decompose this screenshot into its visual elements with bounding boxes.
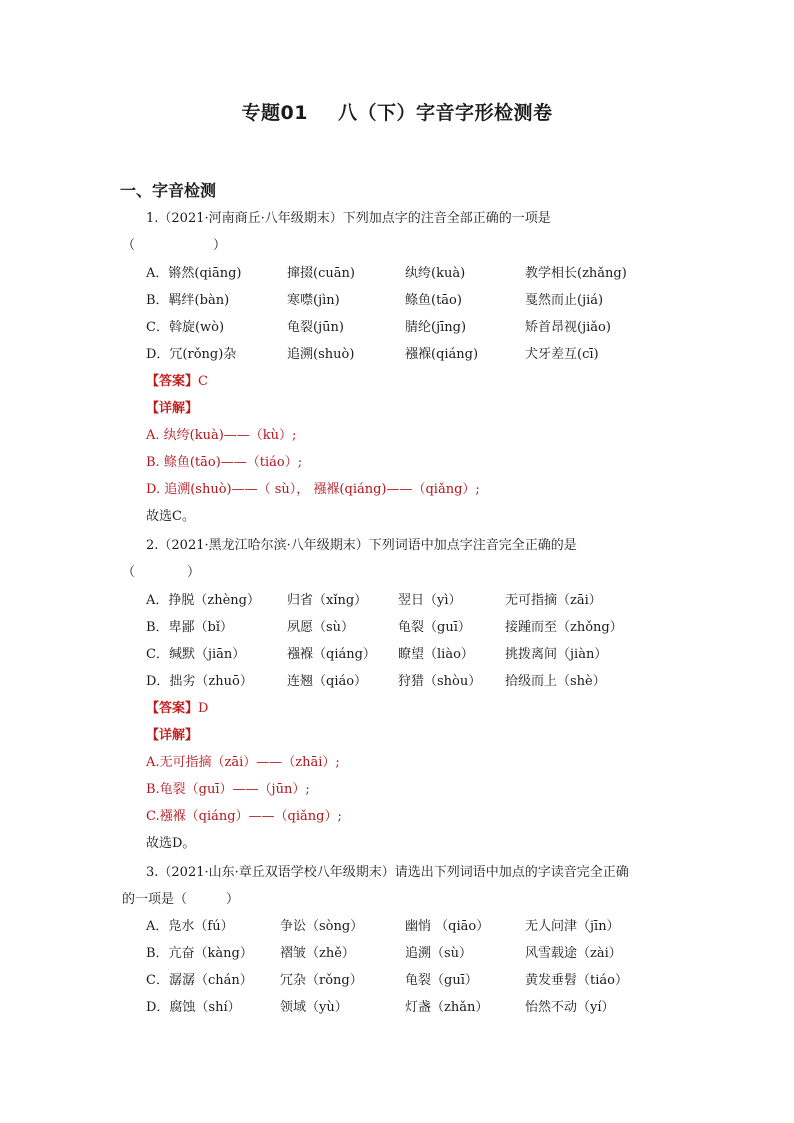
q3-option-c1: C．潺潺（chán） [146,973,253,988]
q3-option-d3: 灯盏（zhǎn） [405,1000,489,1015]
q2-option-b3: 龟裂（guī） [398,620,471,635]
q2-option-a2: 归省（xǐng） [287,593,368,608]
q3-stem-continued: 的一项是（ ） [122,892,240,907]
q1-answer-tag: 【答案】 [146,374,199,389]
q2-option-d4: 拾级而上（shè） [505,674,606,689]
q2-detail-b: B.龟裂（guī）——（jūn）; [146,782,310,797]
q3-option-b4: 风雪载途（zài） [525,946,622,961]
q2-conclusion: 故选D。 [146,836,196,851]
q2-option-c1: C．缄默（jiān） [146,647,246,662]
q1-option-d3: 襁褓(qiáng) [405,347,479,362]
q3-option-c3: 龟裂（guī） [405,973,478,988]
q3-option-a2: 争讼（sòng） [280,919,364,934]
q2-option-d1: D．拙劣（zhuō） [146,674,253,689]
q2-option-c3: 瞭望（liào） [398,647,474,662]
q3-option-b2: 褶皱（zhě） [280,946,355,961]
q2-option-b4: 接踵而至（zhǒng） [505,620,623,635]
q1-blank: （ ） [122,238,227,253]
q1-detail-d: D. 追溯(shuò)——（ sù）， 襁褓(qiáng)——（qiǎng）; [146,482,480,497]
q3-option-a4: 无人问津（jīn） [525,919,620,934]
q2-option-c2: 襁褓（qiáng） [287,647,376,662]
q3-stem: 3.（2021·山东·章丘双语学校八年级期末）请选出下列词语中加点的字读音完全正确 [146,865,629,880]
q3-option-a1: A．凫水（fú） [146,919,234,934]
q1-option-c2: 龟裂(jūn) [287,320,344,335]
q1-option-a1: A．锵然(qiāng) [146,266,242,281]
page-title [0,98,794,125]
q1-answer [146,373,208,391]
q2-blank: （ ） [122,565,201,580]
q2-option-b1: B．卑鄙（bǐ） [146,620,234,635]
q2-option-c4: 挑拨离间（jiàn） [505,647,608,662]
q1-option-a4: 教学相长(zhǎng) [525,266,627,281]
title-text: 八（下）字音字形检测卷 [337,102,553,124]
q3-option-d2: 领域（yù） [280,1000,348,1015]
q2-detail-label: 【详解】 [146,728,199,743]
q2-answer-tag: 【答案】 [146,701,199,716]
q2-option-a4: 无可指摘（zāi） [505,593,602,608]
q2-detail-c: C.襁褓（qiáng）——（qiǎng）; [146,809,342,824]
q1-detail-tag [146,400,198,418]
q3-option-d1: D．腐蚀（shí） [146,1000,241,1015]
q1-detail-b: B. 鲦鱼(tāo)——（tiáo）; [146,455,303,470]
q1-option-b3: 鲦鱼(tāo) [405,293,462,308]
q1-conclusion: 故选C。 [146,509,195,524]
q1-option-c4: 矫首昂视(jiǎo) [525,320,611,335]
q1-option-d1: D．冗(rǒng)杂 [146,347,237,362]
q1-option-b2: 寒噤(jìn) [287,293,340,308]
q2-option-a1: A．挣脱（zhèng） [146,593,260,608]
q1-option-c3: 腈纶(jīng) [405,320,467,335]
q2-option-b2: 夙愿（sù） [287,620,355,635]
q2-option-d3: 狩猎（shòu） [398,674,482,689]
q1-option-a2: 撺掇(cuān) [287,266,355,281]
q1-detail-label: 【详解】 [146,401,199,416]
q2-option-a3: 翌日（yì） [398,593,462,608]
q3-option-c2: 冗杂（rǒng） [280,973,363,988]
q1-option-d4: 犬牙差互(cī) [525,347,599,362]
q3-option-b3: 追溯（sù） [405,946,473,961]
section-heading: 一、字音检测 [120,181,217,200]
q1-option-d2: 追溯(shuò) [287,347,355,362]
q2-detail-a: A.无可指摘（zāi）——（zhāi）; [146,755,340,770]
q1-answer-value: C [198,374,208,389]
q3-option-a3: 幽悄 （qiāo） [405,919,490,934]
q2-answer [146,700,208,718]
title-number: 专题01 [241,102,308,124]
q2-option-d2: 连翘（qiáo） [287,674,368,689]
q3-option-d4: 怡然不动（yí） [525,1000,615,1015]
q2-answer-value: D [198,701,209,716]
q1-option-b4: 戛然而止(jiá) [525,293,604,308]
q2-stem: 2.（2021·黑龙江哈尔滨·八年级期末）下列词语中加点字注音完全正确的是 [146,538,577,553]
q3-option-c4: 黄发垂髫（tiáo） [525,973,628,988]
q3-option-b1: B．亢奋（kàng） [146,946,253,961]
q1-option-a3: 纨绔(kuà) [405,266,466,281]
q1-detail-a: A. 纨绔(kuà)——（kù）; [146,428,297,443]
q2-detail-tag [146,727,198,745]
q1-option-b1: B．羁绊(bàn) [146,293,230,308]
q1-option-c1: C．斡旋(wò) [146,320,225,335]
q1-stem: 1.（2021·河南商丘·八年级期末）下列加点字的注音全部正确的一项是 [146,211,551,226]
